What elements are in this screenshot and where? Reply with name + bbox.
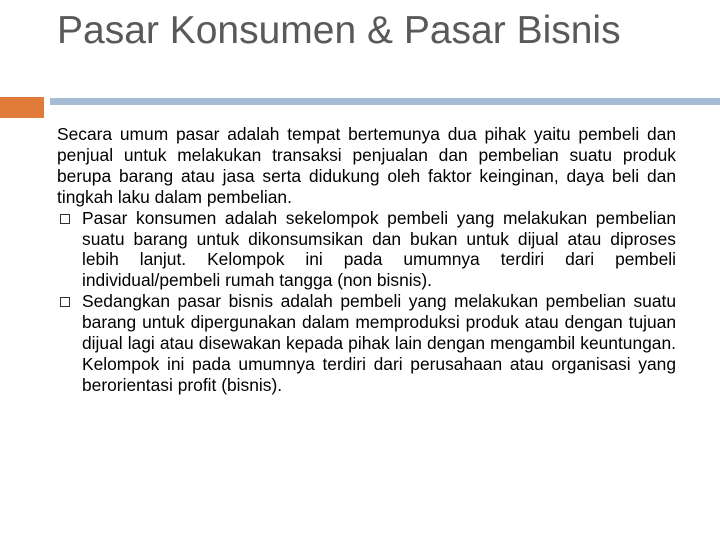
square-bullet-icon	[60, 214, 70, 224]
title-divider	[50, 98, 720, 105]
slide-body	[57, 124, 676, 396]
bullet-item	[57, 208, 676, 292]
title-accent-bar	[0, 97, 44, 118]
bullet-list	[57, 208, 676, 396]
bullet-text: Pasar konsumen adalah sekelompok pembeli yang melakukan pembelian suatu barang untuk dikonsumsikan dan bukan untuk dijual atau diproses lebih lanjut. Kelompok ini pada umumnya terdiri dari pembeli individual/pembeli rumah tangga (non bisnis).	[82, 207, 676, 291]
bullet-text: Sedangkan pasar bisnis adalah pembeli yang melakukan pembelian suatu barang untuk dipergunakan dalam memproduksi produk atau dengan tujuan dijual lagi atau disewakan kepada pihak lain dengan mengambil keuntungan. Kelompok ini pada umumnya terdiri dari perusahaan atau organisasi yang berorientasi profit (bisnis).	[82, 291, 676, 395]
square-bullet-icon	[60, 297, 70, 307]
intro-paragraph: Secara umum pasar adalah tempat bertemunya dua pihak yaitu pembeli dan penjual untuk melakukan transaksi penjualan dan pembelian suatu produk berupa barang atau jasa serta didukung oleh faktor keinginan, daya beli dan tingkah laku dalam pembelian.	[57, 124, 676, 207]
bullet-item	[57, 291, 676, 396]
slide-title: Pasar Konsumen & Pasar Bisnis	[57, 9, 621, 52]
